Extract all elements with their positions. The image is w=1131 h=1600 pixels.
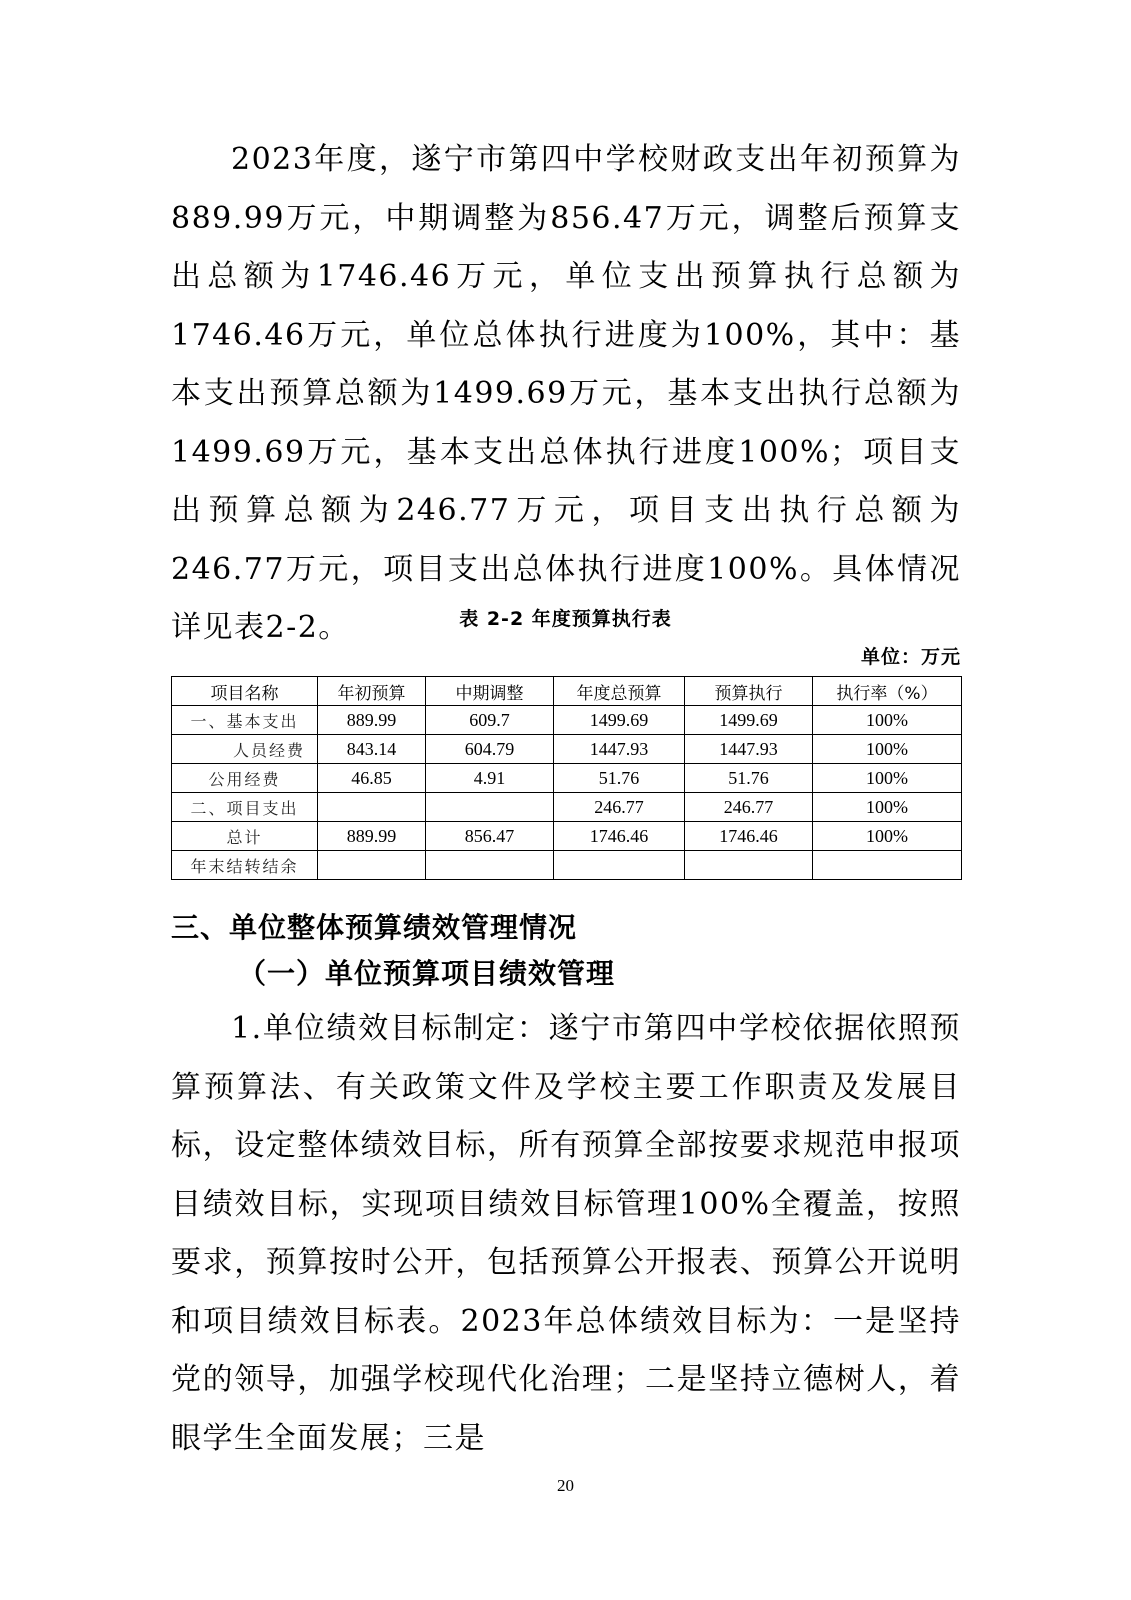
table-cell <box>813 851 962 880</box>
table-cell: 100% <box>813 793 962 822</box>
performance-goal-paragraph: 1.单位绩效目标制定：遂宁市第四中学校依据依照预算预算法、有关政策文件及学校主要工作职责及发展目标，设定整体绩效目标，所有预算全部按要求规范申报项目绩效目标，实现项目绩效目标管理100%全覆盖，按照要求，预算按时公开，包括预算公开报表、预算公开说明和项目绩效目标表。2023年总体绩效目标为：一是坚持党的领导，加强学校现代化治理；二是坚持立德树人，着眼学生全面发展；三是 <box>171 1011 961 1456</box>
table-caption: 表 2-2 年度预算执行表 <box>459 608 672 630</box>
table-cell: 843.14 <box>318 735 426 764</box>
table-cell: 4.91 <box>426 764 554 793</box>
table-row <box>172 793 962 822</box>
table-cell: 609.7 <box>426 706 554 735</box>
table-cell: 46.85 <box>318 764 426 793</box>
table-cell <box>685 851 813 880</box>
table-header-row <box>172 677 962 706</box>
table-row <box>172 735 962 764</box>
table-cell <box>318 793 426 822</box>
table-cell <box>554 851 685 880</box>
header-cell: 年初预算 <box>318 677 426 706</box>
table-cell: 604.79 <box>426 735 554 764</box>
page-number: 20 <box>557 1476 574 1495</box>
table-cell: 246.77 <box>685 793 813 822</box>
row-label: 年末结转结余 <box>172 851 318 880</box>
header-cell: 年度总预算 <box>554 677 685 706</box>
table-cell <box>426 851 554 880</box>
table-row <box>172 706 962 735</box>
header-cell: 预算执行 <box>685 677 813 706</box>
table-cell: 1499.69 <box>685 706 813 735</box>
table-cell: 889.99 <box>318 822 426 851</box>
row-label: 人员经费 <box>172 735 318 764</box>
header-cell: 执行率（%） <box>813 677 962 706</box>
row-label: 总计 <box>172 822 318 851</box>
table-cell: 1746.46 <box>685 822 813 851</box>
table-cell: 100% <box>813 735 962 764</box>
sub-heading: （一）单位预算项目绩效管理 <box>238 957 616 990</box>
table-row <box>172 822 962 851</box>
budget-summary-paragraph: 2023年度，遂宁市第四中学校财政支出年初预算为889.99万元，中期调整为856.47万元，调整后预算支出总额为1746.46万元，单位支出预算执行总额为1746.46万元，单位总体执行进度为100%，其中：基本支出预算总额为1499.69万元，基本支出执行总额为1499.69万元，基本支出总体执行进度100%；项目支出预算总额为246.77万元，项目支出执行总额为246.77万元，项目支出总体执行进度100%。具体情况详见表2-2。 <box>171 142 961 645</box>
table-cell: 856.47 <box>426 822 554 851</box>
table-cell: 1447.93 <box>685 735 813 764</box>
table-row <box>172 764 962 793</box>
table-cell: 100% <box>813 764 962 793</box>
row-label: 一、基本支出 <box>172 706 318 735</box>
table-cell: 1447.93 <box>554 735 685 764</box>
row-label: 二、项目支出 <box>172 793 318 822</box>
table-cell: 889.99 <box>318 706 426 735</box>
header-cell: 中期调整 <box>426 677 554 706</box>
header-cell: 项目名称 <box>172 677 318 706</box>
table-unit-label: 单位：万元 <box>860 646 961 668</box>
table-cell <box>426 793 554 822</box>
table-cell: 1499.69 <box>554 706 685 735</box>
table-cell <box>318 851 426 880</box>
table-cell: 51.76 <box>554 764 685 793</box>
row-label: 公用经费 <box>172 764 318 793</box>
section-heading: 三、单位整体预算绩效管理情况 <box>171 911 578 944</box>
table-cell: 246.77 <box>554 793 685 822</box>
table-cell: 1746.46 <box>554 822 685 851</box>
table-row <box>172 851 962 880</box>
budget-execution-table <box>171 676 962 880</box>
table-cell: 100% <box>813 706 962 735</box>
table-cell: 51.76 <box>685 764 813 793</box>
table-cell: 100% <box>813 822 962 851</box>
